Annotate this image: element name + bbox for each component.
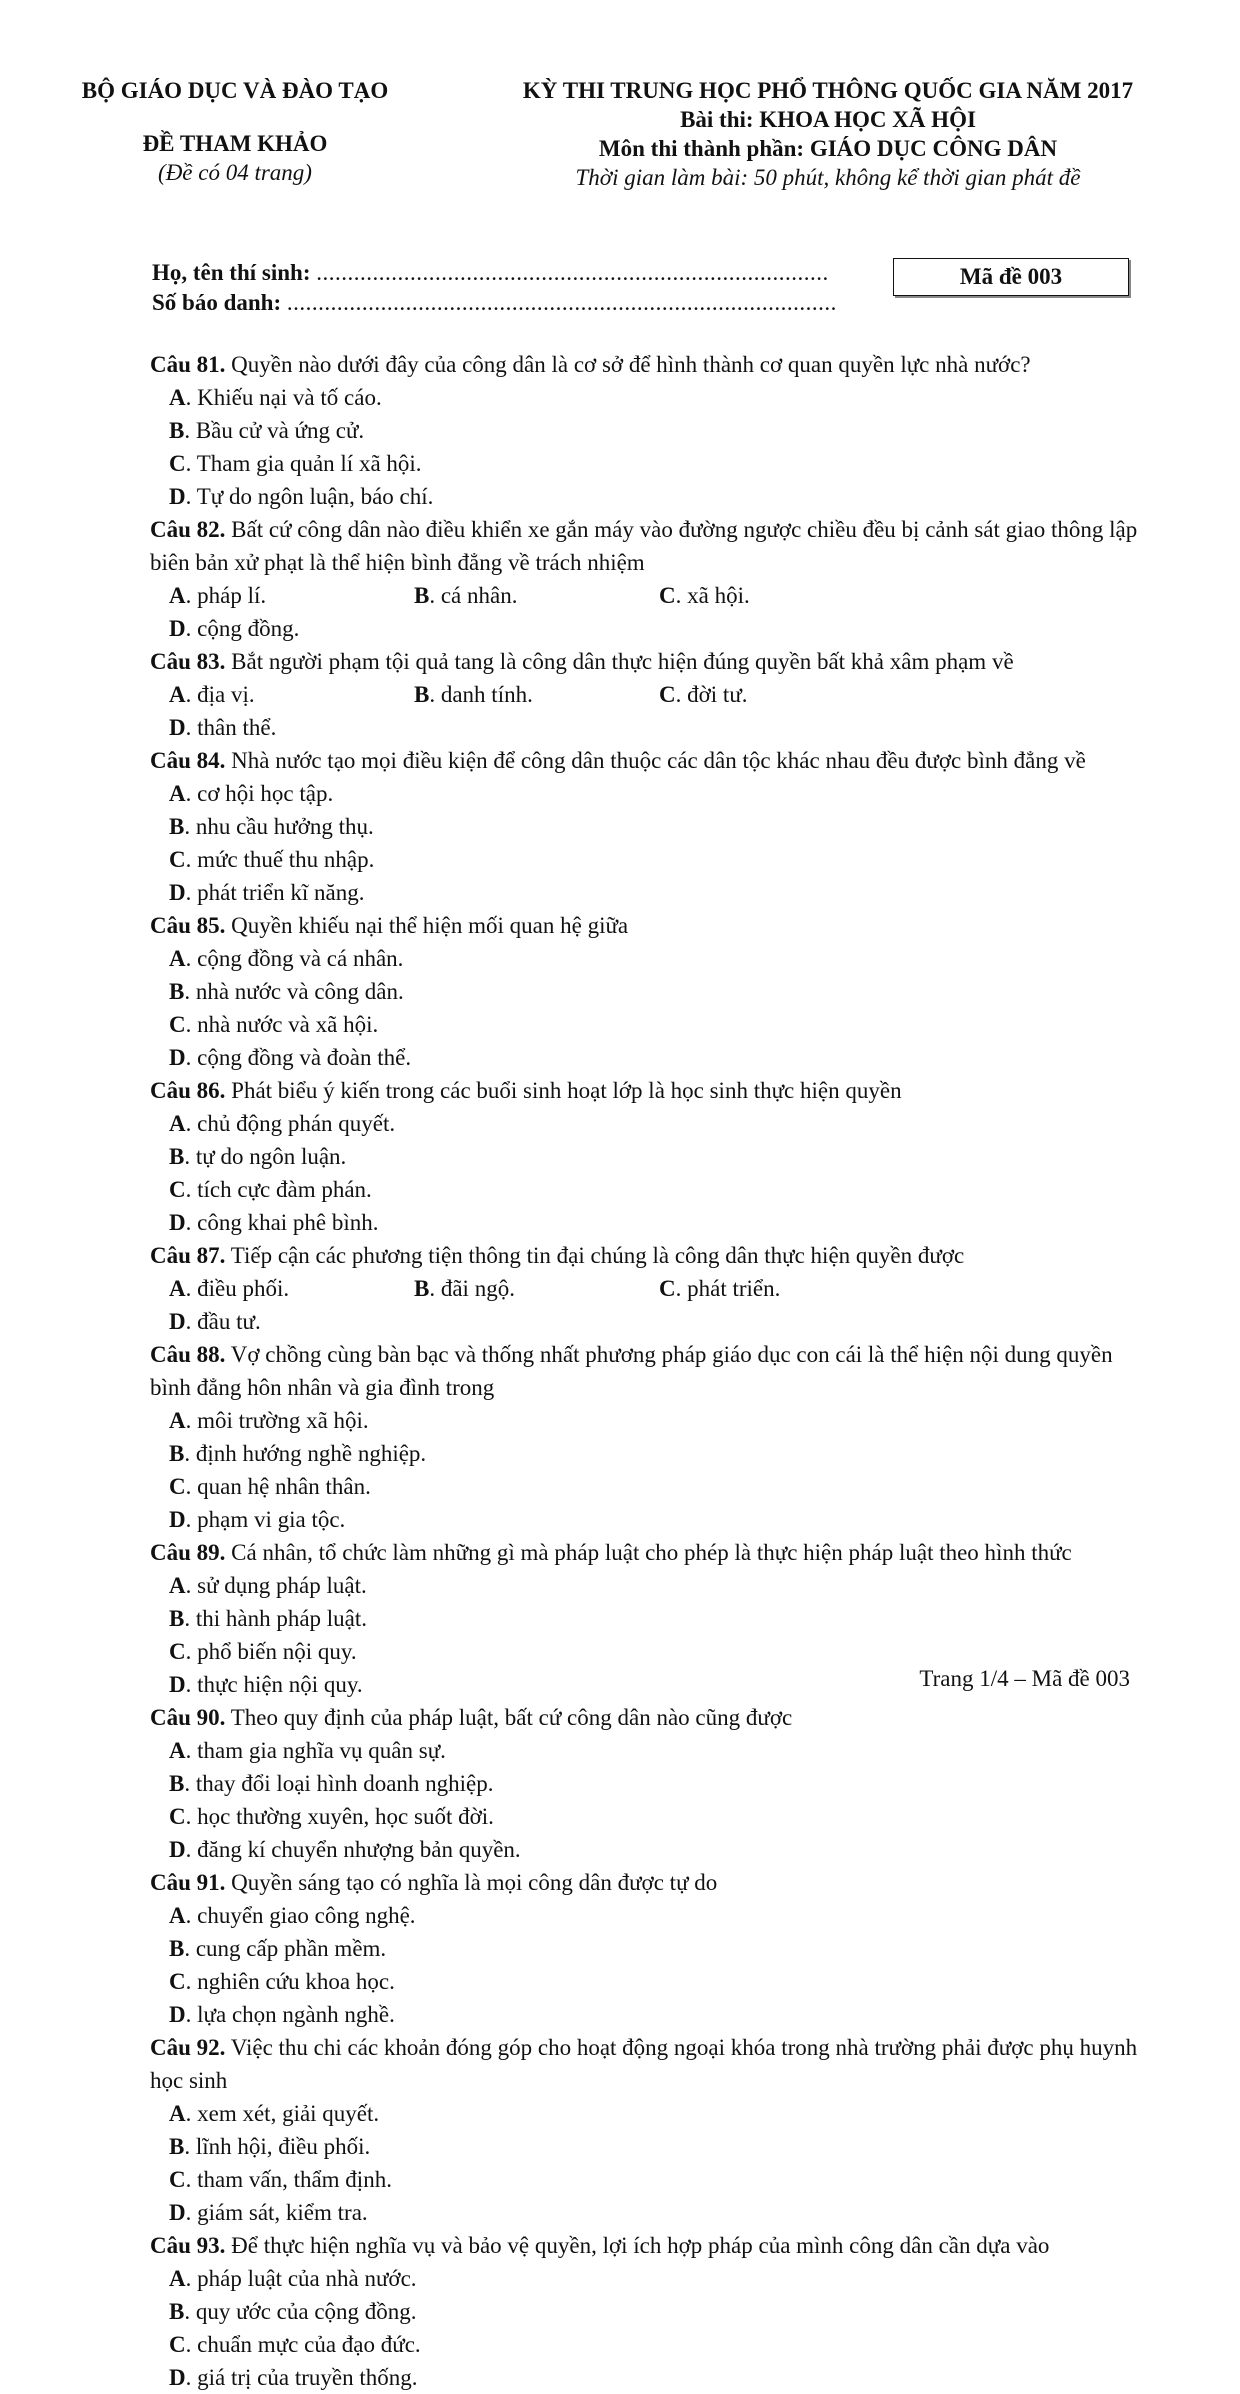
question-number: Câu 92. bbox=[150, 2035, 226, 2060]
option-letter: B bbox=[169, 2134, 185, 2159]
question-stem bbox=[150, 1338, 1140, 1404]
answer-options bbox=[150, 1899, 1140, 2031]
question-item bbox=[150, 744, 1140, 909]
question-text: Theo quy định của pháp luật, bất cứ công dân nào cũng được bbox=[230, 1705, 793, 1730]
exam-code-box: Mã đề 003 bbox=[893, 258, 1129, 296]
option-text: . chuẩn mực của đạo đức. bbox=[185, 2332, 421, 2357]
option-text: . pháp luật của nhà nước. bbox=[185, 2266, 417, 2291]
option-text: . tích cực đàm phán. bbox=[185, 1177, 372, 1202]
option-text: . phổ biến nội quy. bbox=[185, 1639, 357, 1664]
option-text: . giá trị của truyền thống. bbox=[185, 2365, 418, 2390]
option-letter: D bbox=[169, 484, 186, 509]
question-text: Để thực hiện nghĩa vụ và bảo vệ quyền, lợi ích hợp pháp của mình công dân cần dựa vào bbox=[231, 2233, 1050, 2258]
answer-option bbox=[169, 480, 659, 513]
option-letter: C bbox=[659, 583, 676, 608]
answer-options bbox=[150, 1272, 1140, 1338]
option-text: . nhà nước và xã hội. bbox=[185, 1012, 379, 1037]
answer-options bbox=[150, 678, 1140, 744]
answer-option bbox=[169, 447, 659, 480]
option-text: . Bầu cử và ứng cử. bbox=[184, 418, 365, 443]
option-text: . Tham gia quản lí xã hội. bbox=[185, 451, 422, 476]
option-letter: B bbox=[414, 682, 430, 707]
question-text: Phát biểu ý kiến trong các buổi sinh hoạt lớp là học sinh thực hiện quyền bbox=[231, 1078, 902, 1103]
answer-option bbox=[169, 2295, 659, 2328]
question-number: Câu 88. bbox=[150, 1342, 226, 1367]
option-text: . cơ hội học tập. bbox=[185, 781, 334, 806]
question-text: Nhà nước tạo mọi điều kiện để công dân thuộc các dân tộc khác nhau đều được bình đẳng về bbox=[231, 748, 1086, 773]
question-item bbox=[150, 1239, 1140, 1338]
question-text: Cá nhân, tổ chức làm những gì mà pháp luật cho phép là thực hiện pháp luật theo hình thức bbox=[231, 1540, 1072, 1565]
test-line: Bài thi: KHOA HỌC XÃ HỘI bbox=[680, 107, 976, 132]
answer-option bbox=[169, 2262, 659, 2295]
candidate-id-label: Số báo danh: bbox=[152, 290, 282, 315]
option-letter: D bbox=[169, 2200, 186, 2225]
question-stem bbox=[150, 1536, 1140, 1569]
candidate-name-label: Họ, tên thí sinh: bbox=[152, 260, 311, 285]
candidate-name-field: .................................................................................. bbox=[316, 260, 829, 285]
option-text: . cung cấp phần mềm. bbox=[184, 1936, 387, 1961]
option-letter: C bbox=[169, 1969, 186, 1994]
question-number: Câu 86. bbox=[150, 1078, 226, 1103]
option-letter: A bbox=[169, 781, 186, 806]
question-text: Quyền nào dưới đây của công dân là cơ sở để hình thành cơ quan quyền lực nhà nước? bbox=[231, 352, 1031, 377]
option-letter: A bbox=[169, 2101, 186, 2126]
candidate-id-field: ........................................................................................ bbox=[286, 290, 837, 315]
answer-option bbox=[414, 678, 659, 711]
option-text: . phát triển kĩ năng. bbox=[185, 880, 365, 905]
option-text: . giám sát, kiểm tra. bbox=[185, 2200, 368, 2225]
question-list bbox=[150, 348, 1140, 2394]
option-letter: A bbox=[169, 682, 186, 707]
option-letter: A bbox=[169, 1408, 186, 1433]
question-stem bbox=[150, 645, 1140, 678]
option-letter: C bbox=[169, 1639, 186, 1664]
option-text: . thay đổi loại hình doanh nghiệp. bbox=[184, 1771, 494, 1796]
answer-option bbox=[169, 1041, 659, 1074]
option-text: . thân thể. bbox=[185, 715, 277, 740]
question-text: Tiếp cận các phương tiện thông tin đại chúng là công dân thực hiện quyền được bbox=[230, 1243, 965, 1268]
option-letter: D bbox=[169, 1210, 186, 1235]
answer-option bbox=[169, 1437, 659, 1470]
option-text: . chuyển giao công nghệ. bbox=[185, 1903, 416, 1928]
option-letter: C bbox=[169, 1012, 186, 1037]
option-text: . thực hiện nội quy. bbox=[185, 1672, 363, 1697]
option-letter: C bbox=[169, 1804, 186, 1829]
answer-option bbox=[169, 2097, 659, 2130]
question-number: Câu 87. bbox=[150, 1243, 226, 1268]
time-line: Thời gian làm bài: 50 phút, không kể thời gian phát đề bbox=[575, 165, 1081, 190]
question-item bbox=[150, 1701, 1140, 1866]
option-letter: C bbox=[169, 451, 186, 476]
option-letter: C bbox=[169, 1177, 186, 1202]
option-letter: D bbox=[169, 1837, 186, 1862]
option-letter: A bbox=[169, 1111, 186, 1136]
question-number: Câu 83. bbox=[150, 649, 226, 674]
answer-option bbox=[414, 1272, 659, 1305]
option-letter: D bbox=[169, 1672, 186, 1697]
candidate-info bbox=[152, 258, 837, 318]
option-text: . quan hệ nhân thân. bbox=[185, 1474, 371, 1499]
option-text: . nhà nước và công dân. bbox=[184, 979, 404, 1004]
answer-option bbox=[169, 1206, 659, 1239]
answer-option bbox=[169, 1404, 659, 1437]
option-letter: B bbox=[414, 1276, 430, 1301]
option-text: . Khiếu nại và tố cáo. bbox=[185, 385, 382, 410]
candidate-name-row bbox=[152, 258, 837, 288]
answer-option bbox=[169, 876, 659, 909]
answer-option bbox=[169, 1635, 659, 1668]
answer-option bbox=[169, 1602, 659, 1635]
question-item bbox=[150, 513, 1140, 645]
question-number: Câu 90. bbox=[150, 1705, 226, 1730]
question-item bbox=[150, 645, 1140, 744]
question-item bbox=[150, 1074, 1140, 1239]
question-stem bbox=[150, 744, 1140, 777]
option-letter: A bbox=[169, 1276, 186, 1301]
question-stem bbox=[150, 2229, 1140, 2262]
option-letter: D bbox=[169, 880, 186, 905]
answer-option bbox=[169, 381, 659, 414]
answer-option bbox=[169, 1107, 659, 1140]
answer-option bbox=[414, 579, 659, 612]
option-letter: B bbox=[169, 2299, 185, 2324]
option-text: . lĩnh hội, điều phối. bbox=[184, 2134, 371, 2159]
option-text: . học thường xuyên, học suốt đời. bbox=[185, 1804, 494, 1829]
option-letter: A bbox=[169, 1573, 186, 1598]
answer-options bbox=[150, 579, 1140, 645]
option-letter: B bbox=[169, 1144, 185, 1169]
option-text: . đãi ngộ. bbox=[429, 1276, 515, 1301]
question-item bbox=[150, 1338, 1140, 1536]
answer-option bbox=[169, 1569, 659, 1602]
answer-option bbox=[169, 975, 659, 1008]
answer-option bbox=[169, 942, 659, 975]
option-text: . đầu tư. bbox=[185, 1309, 261, 1334]
option-letter: B bbox=[414, 583, 430, 608]
answer-option bbox=[169, 678, 414, 711]
option-letter: B bbox=[169, 1771, 185, 1796]
option-text: . sử dụng pháp luật. bbox=[185, 1573, 367, 1598]
answer-option bbox=[169, 414, 659, 447]
option-letter: D bbox=[169, 616, 186, 641]
option-text: . định hướng nghề nghiệp. bbox=[184, 1441, 427, 1466]
header-right bbox=[448, 76, 1208, 192]
question-text: Bắt người phạm tội quả tang là công dân thực hiện đúng quyền bất khả xâm phạm về bbox=[231, 649, 1014, 674]
option-letter: D bbox=[169, 1045, 186, 1070]
option-text: . đăng kí chuyển nhượng bản quyền. bbox=[185, 1837, 521, 1862]
answer-option bbox=[169, 810, 659, 843]
question-stem bbox=[150, 1866, 1140, 1899]
option-letter: D bbox=[169, 2002, 186, 2027]
answer-options bbox=[150, 1404, 1140, 1536]
answer-option bbox=[169, 2130, 659, 2163]
answer-option bbox=[169, 2361, 659, 2394]
answer-option bbox=[169, 711, 414, 744]
option-letter: C bbox=[169, 847, 186, 872]
option-letter: C bbox=[169, 2332, 186, 2357]
option-text: . cá nhân. bbox=[429, 583, 518, 608]
question-stem bbox=[150, 909, 1140, 942]
answer-option bbox=[169, 1305, 414, 1338]
option-letter: D bbox=[169, 1507, 186, 1532]
question-stem bbox=[150, 2031, 1140, 2097]
answer-options bbox=[150, 2262, 1140, 2394]
option-text: . tham vấn, thẩm định. bbox=[185, 2167, 392, 2192]
option-letter: C bbox=[659, 1276, 676, 1301]
candidate-id-row bbox=[152, 288, 837, 318]
answer-option bbox=[169, 1899, 659, 1932]
option-text: . cộng đồng. bbox=[185, 616, 300, 641]
answer-options bbox=[150, 1107, 1140, 1239]
option-letter: A bbox=[169, 1903, 186, 1928]
option-letter: D bbox=[169, 1309, 186, 1334]
option-letter: D bbox=[169, 715, 186, 740]
option-letter: B bbox=[169, 814, 185, 839]
answer-option bbox=[169, 1470, 659, 1503]
subject-line: Môn thi thành phần: GIÁO DỤC CÔNG DÂN bbox=[598, 136, 1058, 161]
option-text: . Tự do ngôn luận, báo chí. bbox=[185, 484, 434, 509]
option-letter: C bbox=[659, 682, 676, 707]
option-letter: A bbox=[169, 1738, 186, 1763]
question-stem bbox=[150, 348, 1140, 381]
answer-options bbox=[150, 2097, 1140, 2229]
answer-option bbox=[169, 1668, 659, 1701]
option-text: . mức thuế thu nhập. bbox=[185, 847, 375, 872]
answer-option bbox=[169, 1767, 659, 1800]
option-letter: C bbox=[169, 2167, 186, 2192]
option-text: . pháp lí. bbox=[185, 583, 267, 608]
option-letter: C bbox=[169, 1474, 186, 1499]
option-text: . tham gia nghĩa vụ quân sự. bbox=[185, 1738, 446, 1763]
question-number: Câu 91. bbox=[150, 1870, 226, 1895]
question-item bbox=[150, 348, 1140, 513]
answer-option bbox=[169, 1932, 659, 1965]
question-stem bbox=[150, 1239, 1140, 1272]
question-number: Câu 81. bbox=[150, 352, 226, 377]
answer-option bbox=[169, 1800, 659, 1833]
question-text: Quyền sáng tạo có nghĩa là mọi công dân được tự do bbox=[231, 1870, 718, 1895]
question-text: Vợ chồng cùng bàn bạc và thống nhất phương pháp giáo dục con cái là thể hiện nội dung quyền bình đẳng hôn nhân và gia đình trong bbox=[150, 1342, 1113, 1400]
answer-option bbox=[169, 2196, 659, 2229]
option-text: . xã hội. bbox=[675, 583, 750, 608]
option-text: . nghiên cứu khoa học. bbox=[185, 1969, 395, 1994]
option-text: . môi trường xã hội. bbox=[185, 1408, 369, 1433]
answer-option bbox=[659, 1272, 904, 1305]
answer-option bbox=[169, 579, 414, 612]
option-letter: A bbox=[169, 583, 186, 608]
answer-option bbox=[169, 1008, 659, 1041]
option-letter: B bbox=[169, 979, 185, 1004]
option-text: . đời tư. bbox=[675, 682, 748, 707]
option-text: . quy ước của cộng đồng. bbox=[184, 2299, 417, 2324]
option-text: . xem xét, giải quyết. bbox=[185, 2101, 380, 2126]
question-number: Câu 93. bbox=[150, 2233, 226, 2258]
option-text: . điều phối. bbox=[185, 1276, 290, 1301]
answer-options bbox=[150, 381, 1140, 513]
answer-option bbox=[659, 678, 904, 711]
question-number: Câu 84. bbox=[150, 748, 226, 773]
question-stem bbox=[150, 513, 1140, 579]
answer-option bbox=[169, 1272, 414, 1305]
answer-option bbox=[169, 1833, 659, 1866]
question-stem bbox=[150, 1074, 1140, 1107]
option-text: . công khai phê bình. bbox=[185, 1210, 379, 1235]
exam-title: KỲ THI TRUNG HỌC PHỔ THÔNG QUỐC GIA NĂM 2017 bbox=[522, 78, 1134, 103]
option-text: . danh tính. bbox=[429, 682, 533, 707]
option-text: . phát triển. bbox=[675, 1276, 781, 1301]
option-text: . cộng đồng và cá nhân. bbox=[185, 946, 404, 971]
question-item bbox=[150, 909, 1140, 1074]
option-text: . chủ động phán quyết. bbox=[185, 1111, 396, 1136]
ministry-name: BỘ GIÁO DỤC VÀ ĐÀO TẠO bbox=[81, 78, 389, 103]
question-number: Câu 85. bbox=[150, 913, 226, 938]
answer-option bbox=[659, 579, 904, 612]
option-letter: B bbox=[169, 1606, 185, 1631]
answer-option bbox=[169, 1734, 659, 1767]
answer-option bbox=[169, 1965, 659, 1998]
question-item bbox=[150, 2229, 1140, 2394]
answer-option bbox=[169, 612, 414, 645]
answer-options bbox=[150, 942, 1140, 1074]
answer-option bbox=[169, 2328, 659, 2361]
header-left bbox=[60, 76, 410, 187]
question-text: Quyền khiếu nại thể hiện mối quan hệ giữa bbox=[231, 913, 629, 938]
option-text: . tự do ngôn luận. bbox=[184, 1144, 347, 1169]
option-letter: A bbox=[169, 385, 186, 410]
answer-option bbox=[169, 1998, 659, 2031]
answer-option bbox=[169, 1503, 659, 1536]
option-text: . địa vị. bbox=[185, 682, 255, 707]
option-text: . phạm vi gia tộc. bbox=[185, 1507, 346, 1532]
option-letter: B bbox=[169, 1441, 185, 1466]
option-letter: A bbox=[169, 2266, 186, 2291]
page-footer: Trang 1/4 – Mã đề 003 bbox=[919, 1666, 1130, 1691]
option-text: . nhu cầu hưởng thụ. bbox=[184, 814, 374, 839]
option-text: . cộng đồng và đoàn thể. bbox=[185, 1045, 412, 1070]
option-text: . thi hành pháp luật. bbox=[184, 1606, 368, 1631]
question-text: Bất cứ công dân nào điều khiển xe gắn máy vào đường ngược chiều đều bị cảnh sát giao thông lập biên bản xử phạt là thể hiện bình đẳng về trách nhiệm bbox=[150, 517, 1138, 575]
answer-option bbox=[169, 2163, 659, 2196]
answer-option bbox=[169, 843, 659, 876]
question-stem bbox=[150, 1701, 1140, 1734]
question-number: Câu 82. bbox=[150, 517, 226, 542]
question-item bbox=[150, 2031, 1140, 2229]
option-letter: B bbox=[169, 1936, 185, 1961]
option-letter: A bbox=[169, 946, 186, 971]
option-text: . lựa chọn ngành nghề. bbox=[185, 2002, 395, 2027]
page-note: (Đề có 04 trang) bbox=[158, 160, 312, 185]
doc-type: ĐỀ THAM KHẢO bbox=[142, 131, 328, 156]
option-letter: D bbox=[169, 2365, 186, 2390]
question-item bbox=[150, 1866, 1140, 2031]
answer-option bbox=[169, 1173, 659, 1206]
answer-options bbox=[150, 777, 1140, 909]
answer-option bbox=[169, 777, 659, 810]
option-letter: B bbox=[169, 418, 185, 443]
question-text: Việc thu chi các khoản đóng góp cho hoạt động ngoại khóa trong nhà trường phải được phụ huynh học sinh bbox=[150, 2035, 1138, 2093]
question-number: Câu 89. bbox=[150, 1540, 226, 1565]
answer-option bbox=[169, 1140, 659, 1173]
